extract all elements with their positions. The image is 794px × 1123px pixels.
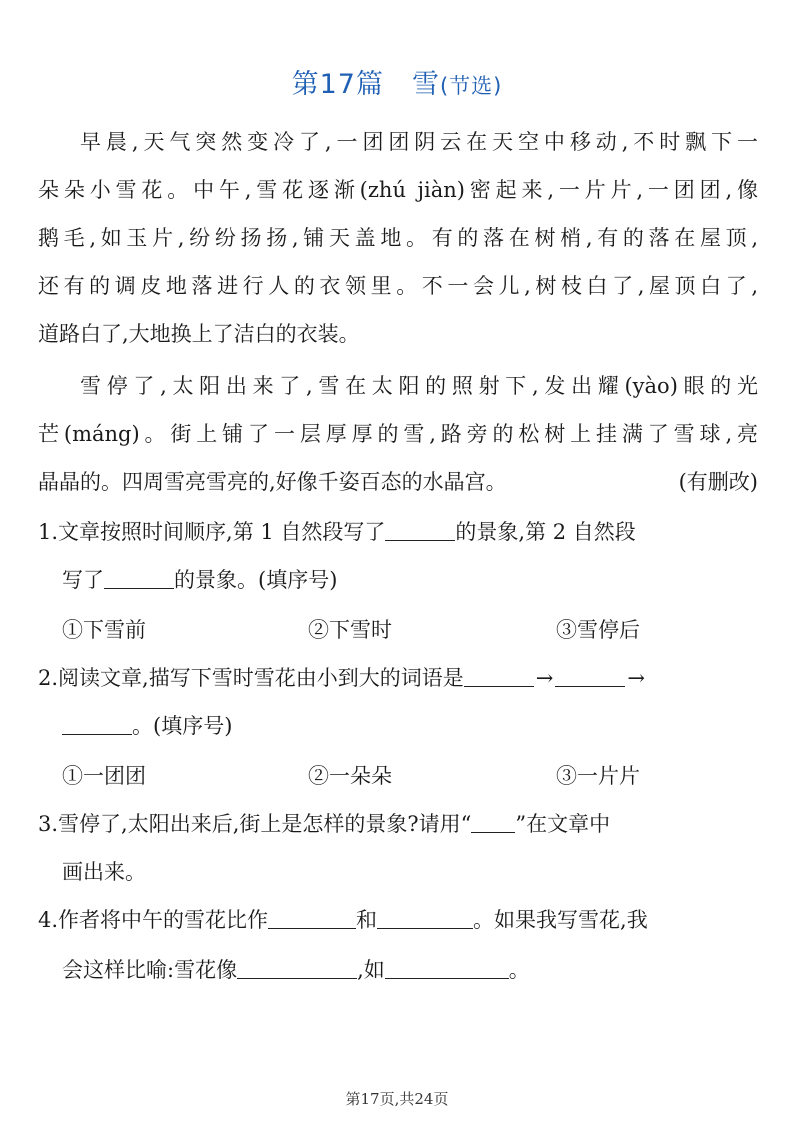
passage-line: 雪停了,太阳出来了,雪在太阳的照射下,发出耀(yào)眼的光: [80, 374, 758, 398]
q2-text-b: 。(填序号): [132, 714, 233, 738]
title-sub: (节选): [439, 74, 503, 98]
question-2-line-1: [38, 658, 758, 698]
q4-text-d: 会这样比喻:雪花像: [62, 958, 238, 982]
passage-line: 早晨,天气突然变冷了,一团团阴云在天空中移动,不时飘下一: [80, 130, 758, 154]
arrow-icon: →: [535, 666, 554, 690]
passage-line: 芒(máng)。街上铺了一层厚厚的雪,路旁的松树上挂满了雪球,亮: [38, 422, 758, 446]
q4-text-b: 和: [356, 908, 378, 932]
passage-line-last: [38, 462, 758, 502]
passage-line: 鹅毛,如玉片,纷纷扬扬,铺天盖地。有的落在树梢,有的落在屋顶,: [38, 226, 758, 250]
answer-blank[interactable]: [385, 516, 455, 541]
passage-line: 朵朵小雪花。中午,雪花逐渐(zhú jiàn)密起来,一片片,一团团,像: [38, 178, 758, 202]
q3-text-b: ”在文章中: [515, 812, 611, 836]
question-1-line-1: [38, 512, 758, 552]
q4-text-a: 4.作者将中午的雪花比作: [38, 908, 269, 932]
answer-blank[interactable]: [268, 904, 356, 929]
answer-blank[interactable]: [104, 564, 174, 589]
option-1: ①一团团: [62, 764, 146, 788]
page-footer: 第17页,共24页: [345, 1090, 449, 1108]
q3-text-a: 3.雪停了,太阳出来后,街上是怎样的景象?请用“: [38, 812, 472, 836]
option-1: ①下雪前: [62, 618, 146, 642]
q1-text-d: 的景象。(填序号): [174, 568, 338, 592]
passage-text: 晶晶的。四周雪亮雪亮的,好像千姿百态的水晶宫。: [38, 470, 507, 494]
q2-text-a: 2.阅读文章,描写下雪时雪花由小到大的词语是: [38, 666, 464, 690]
option-2: ②一朵朵: [308, 764, 392, 788]
source-note: (有删改): [678, 470, 758, 494]
passage-line: 还有的调皮地落进行人的衣领里。不一会儿,树枝白了,屋顶白了,: [38, 274, 758, 298]
answer-blank[interactable]: [385, 954, 509, 979]
question-1-line-2: [62, 560, 782, 600]
question-3-line-1: [38, 804, 758, 844]
answer-blank[interactable]: [237, 954, 357, 979]
underline-sample: [471, 808, 515, 833]
q3-text-c: 画出来。: [62, 860, 146, 884]
option-2: ②下雪时: [308, 618, 392, 642]
answer-blank[interactable]: [464, 662, 534, 687]
q4-text-c: 。如果我写雪花,我: [473, 908, 648, 932]
title-main: 第17篇 雪: [291, 69, 440, 100]
page-title: [0, 62, 794, 101]
passage-line: 道路白了,大地换上了洁白的衣装。: [38, 322, 360, 346]
question-4-line-2: [62, 950, 782, 990]
option-3: ③雪停后: [556, 618, 640, 642]
q4-text-f: 。: [508, 958, 530, 982]
question-2-line-2: [62, 706, 782, 746]
option-3: ③一片片: [556, 764, 640, 788]
q4-text-e: ,如: [357, 958, 385, 982]
answer-blank[interactable]: [62, 710, 132, 735]
q1-text-c: 写了: [62, 568, 104, 592]
question-4-line-1: [38, 900, 758, 940]
q1-text-b: 的景象,第 2 自然段: [455, 520, 636, 544]
arrow-icon: →: [627, 666, 645, 690]
answer-blank[interactable]: [555, 662, 625, 687]
q1-text-a: 1.文章按照时间顺序,第 1 自然段写了: [38, 520, 386, 544]
answer-blank[interactable]: [377, 904, 473, 929]
